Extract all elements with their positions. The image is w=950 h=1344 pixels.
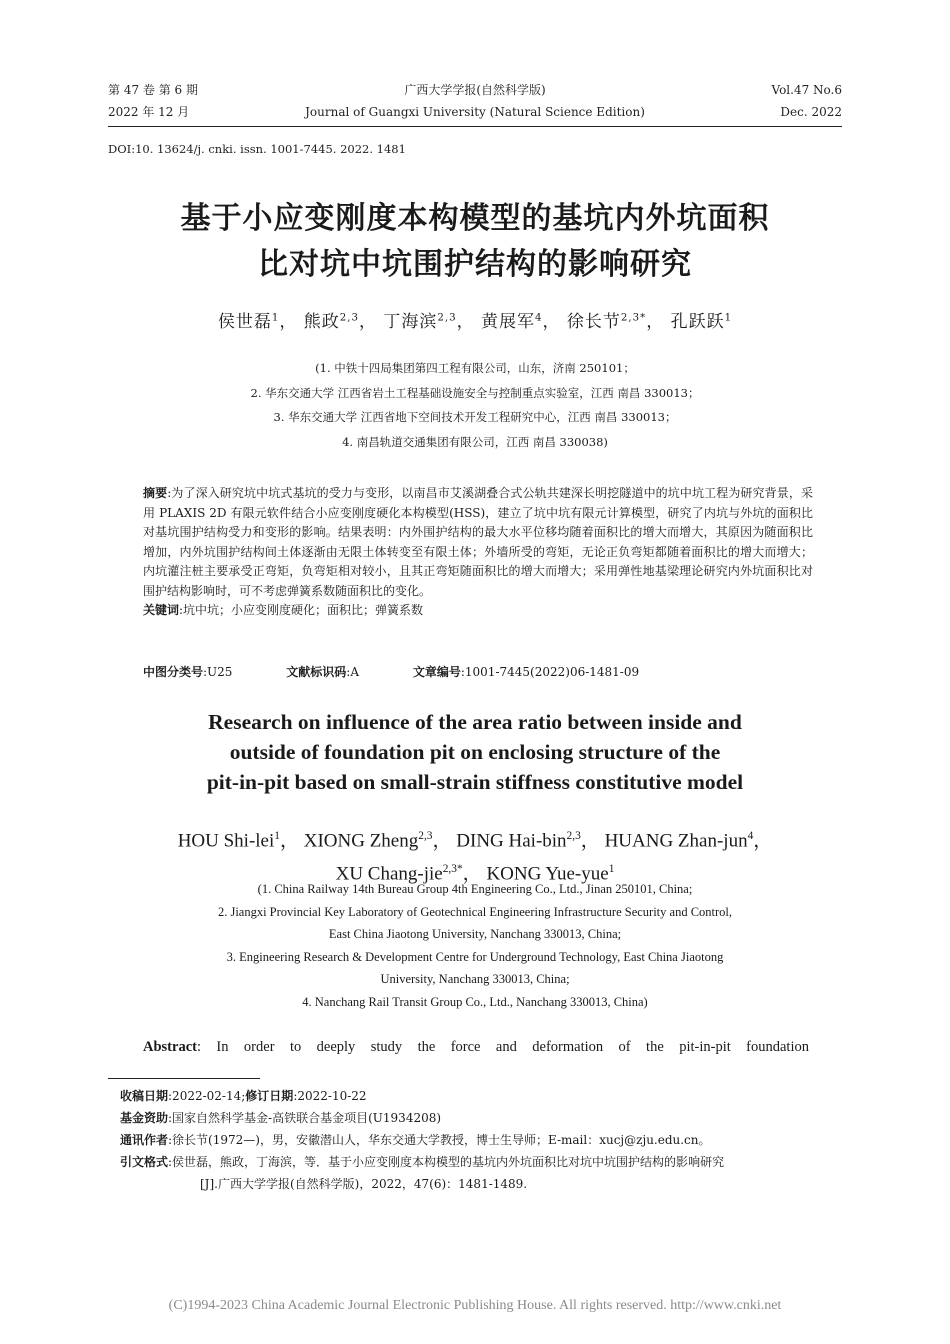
article-no-label: 文章编号 [412,665,461,679]
keywords-cn-label: 关键词 [143,603,180,617]
abstract-en-text: : In order to deeply study the force and deformation of the pit-in-pit foundation [196,1039,809,1055]
author-en-affil: 2,3 [566,830,581,842]
header-rule [108,126,842,127]
author-en: DING Hai-bin [456,830,567,852]
clc-value: :U25 [203,665,233,679]
title-en-line-1: Research on influence of the area ratio between inside and [208,710,742,734]
author-separator: ， [359,312,377,332]
header-right [772,79,843,123]
clc-label: 中图分类号 [143,665,204,679]
author-separator: ， [279,312,298,332]
fund-label: 基金资助 [120,1111,169,1125]
author-separator: ， [580,830,600,852]
revised-label: 修订日期 [245,1089,294,1103]
volume-issue-en: Vol.47 No.6 [771,83,842,97]
title-cn [0,196,950,288]
author-cn-affil: 1 [724,312,733,324]
date-cn: 2022 年 12 月 [108,105,190,119]
author-en: XIONG Zheng [303,830,419,852]
author-cn: 丁海滨 [383,312,438,332]
doc-code-value: :A [346,665,360,679]
author-cn: 熊政 [303,312,340,332]
author-cn: 徐长节 [566,312,621,332]
title-en-line-2: outside of foundation pit on enclosing structure of the [229,740,721,764]
doi: DOI:10. 13624/j. cnki. issn. 1001-7445. 2022. 1481 [108,142,406,156]
classification-line [143,663,639,680]
footnote-fund [120,1107,850,1129]
title-en [0,707,950,797]
footnotes [120,1085,850,1195]
author-en-affil: 1 [608,863,615,876]
affiliations-en [0,878,950,1013]
author-separator: ， [456,312,475,332]
author-en-affil: 2,3 [418,830,433,842]
author-cn-affil: 2,3 [339,312,359,324]
footnote-dates [120,1085,850,1107]
affiliations-cn [0,356,950,454]
keywords-cn-text: :坑中坑；小应变刚度硬化；面积比；弹簧系数 [179,603,424,617]
author-cn-affil: 2,3* [620,312,647,324]
keywords-cn [143,601,813,621]
authors-cn [0,307,950,332]
article-no-value: :1001-7445(2022)06-1481-09 [460,665,640,679]
affiliation-en: East China Jiaotong University, Nanchang 330013, China; [328,927,622,941]
author-separator: ， [753,830,773,852]
author-cn: 黄展军 [481,312,536,332]
author-en-affil: 1 [274,830,280,842]
author-cn: 侯世磊 [217,312,272,332]
author-separator: ， [646,312,665,332]
footnote-rule [108,1078,260,1079]
abstract-en-label: Abstract [143,1039,197,1055]
author-en: KONG Yue-yue [486,863,609,885]
affiliation-en: University, Nanchang 330013, China; [380,972,570,986]
citation-label: 引文格式 [120,1155,169,1169]
corresponding-label: 通讯作者 [120,1133,169,1147]
volume-issue-cn: 第 47 卷 第 6 期 [108,83,198,97]
received-label: 收稿日期 [120,1089,169,1103]
affiliation-cn: 2. 华东交通大学 江西省岩土工程基础设施安全与控制重点实验室，江西 南昌 330013； [250,385,700,400]
citation-value-2: [J].广西大学学报(自然科学版)，2022，47(6)：1481-1489. [200,1177,528,1191]
author-en: HOU Shi-lei [177,830,275,852]
author-en-affil: 2,3* [442,863,463,876]
title-cn-line-2: 比对坑中坑围护结构的影响研究 [258,247,692,282]
citation-value-1: :侯世磊，熊政，丁海滨，等．基于小应变刚度本构模型的基坑内外坑面积比对坑中坑围护结构的影响研究 [168,1155,725,1169]
affiliation-en: 2. Jiangxi Provincial Key Laboratory of Geotechnical Engineering Infrastructure Security and Control, [217,904,733,919]
affiliation-cn: 3. 华东交通大学 江西省地下空间技术开发工程研究中心，江西 南昌 330013； [273,410,677,424]
author-en: XU Chang-jie [335,863,443,885]
author-cn-affil: 4 [535,312,543,324]
journal-name-en: Journal of Guangxi University (Natural Science Edition) [305,105,645,119]
received-value: :2022-02-14; [168,1089,246,1103]
revised-value: :2022-10-22 [293,1089,367,1103]
affiliation-en: (1. China Railway 14th Bureau Group 4th Engineering Co., Ltd., Jinan 250101, China; [257,882,693,896]
author-separator: ， [542,312,561,332]
author-en: HUANG Zhan-jun [604,830,748,852]
affiliation-en: 4. Nanchang Rail Transit Group Co., Ltd., Nanchang 330013, China) [302,994,648,1009]
fund-value: :国家自然科学基金-高铁联合基金项目(U1934208) [168,1111,442,1125]
author-separator: ， [432,830,452,852]
author-separator: ， [462,863,482,885]
author-cn: 孔跃跃 [670,312,725,332]
authors-en-line-1 [0,822,950,855]
date-en: Dec. 2022 [780,105,842,119]
footnote-citation [120,1151,850,1173]
abstract-en [143,1039,809,1056]
author-cn-affil: 2,3 [437,312,457,324]
doc-code-label: 文献标识码 [286,665,347,679]
affiliation-cn: 4. 南昌轨道交通集团有限公司，江西 南昌 330038) [342,434,608,449]
copyright-footer: (C)1994-2023 China Academic Journal Electronic Publishing House. All rights reserved. http://www.cnki.net [168,1298,782,1313]
abstract-cn-label: 摘要 [143,486,168,500]
affiliation-en: 3. Engineering Research & Development Centre for Underground Technology, East China Jiaotong [226,949,724,964]
footnote-corresponding [120,1129,850,1151]
abstract-cn-text: :为了深入研究坑中坑式基坑的受力与变形，以南昌市艾溪湖叠合式公轨共建深长明挖隧道中的坑中坑工程为研究背景，采用 PLAXIS 2D 有限元软件结合小应变刚度硬化本构模型(HSS)，建立了坑中坑有限元计算模型，研究了内坑与外坑的面积比对基坑围护结构受力和变形的影响。结果表明：内外围护结构的最大水平位移均随着面积比的增大而增大，其原因为随面积比增加，内外坑围护结构间土体逐渐由无限土体转变至有限土体；外墙所受的弯矩，无论正负弯矩都随着面积比的增大而增大；内坑灌注桩主要承受正弯矩，负弯矩相对较小，且其正弯矩随面积比的增大而增大；采用弹性地基梁理论研究内外坑面积比对围护结构影响时，可不考虑弹簧系数随面积比的变化。 [143,486,813,598]
author-cn-affil: 1 [271,312,280,324]
title-en-line-3: pit-in-pit based on small-strain stiffness constitutive model [206,770,744,794]
author-en-affil: 4 [747,830,754,842]
journal-name-cn: 广西大学学报(自然科学版) [404,83,546,97]
abstract-cn [143,484,813,621]
author-separator: ， [279,830,299,852]
title-cn-line-1: 基于小应变刚度本构模型的基坑内外坑面积 [180,201,770,236]
corresponding-value: :徐长节(1972—)，男，安徽潜山人，华东交通大学教授，博士生导师；E-mail：xucj@zju.edu.cn。 [168,1133,711,1147]
abstract-cn-body [143,484,813,601]
affiliation-cn: (1. 中铁十四局集团第四工程有限公司，山东，济南 250101； [315,361,635,375]
